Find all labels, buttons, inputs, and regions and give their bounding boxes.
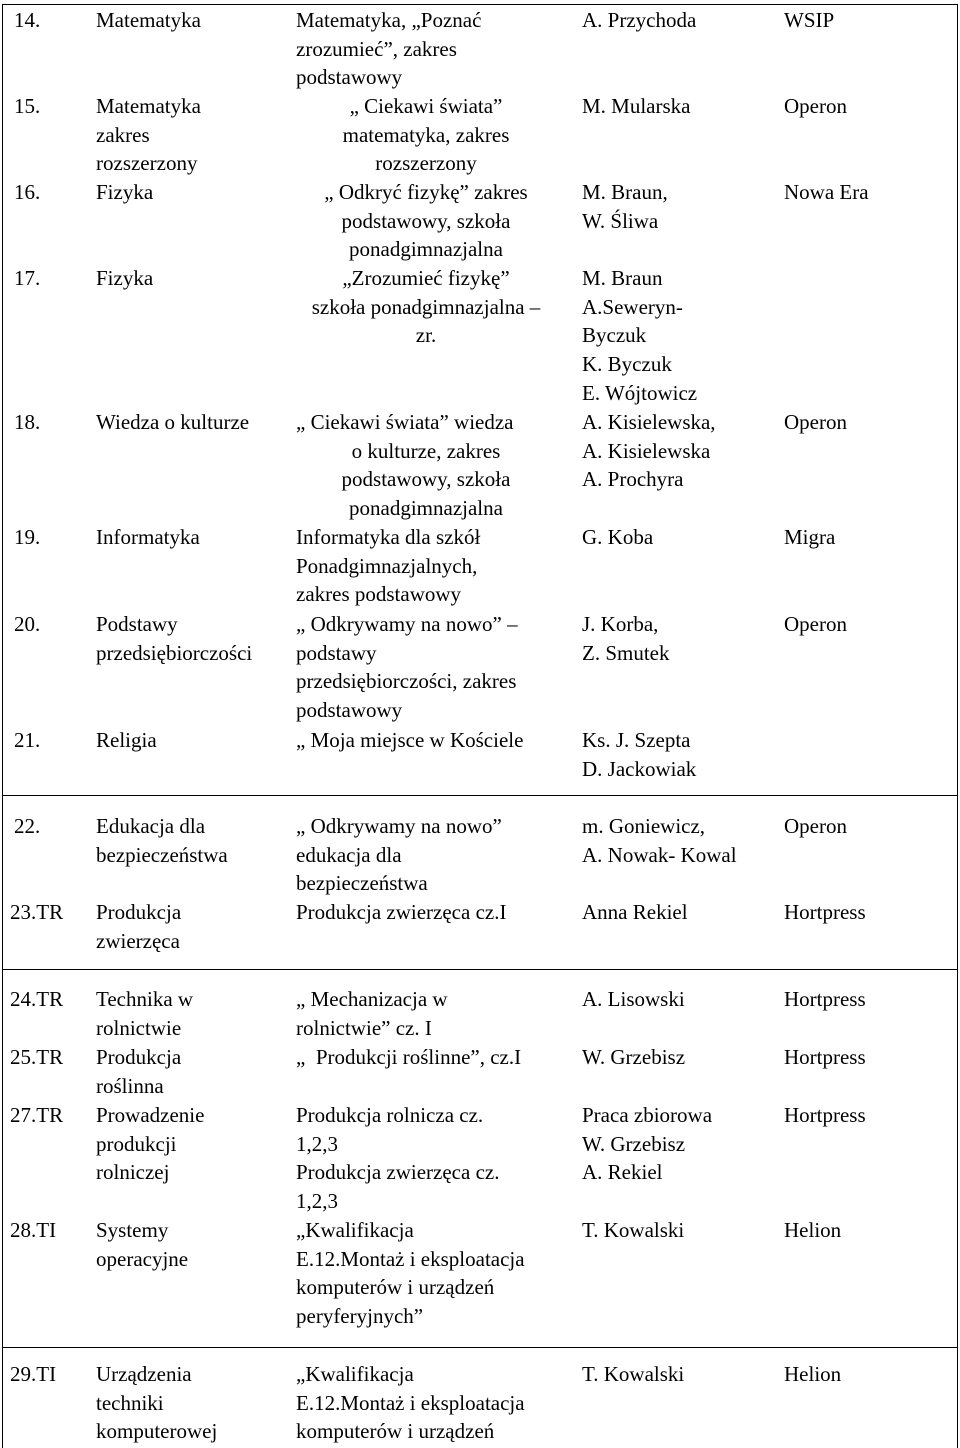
title-line: ponadgimnazjalna: [349, 237, 503, 262]
subject-line: przedsiębiorczości: [96, 640, 253, 665]
author-line: A. Lisowski: [582, 987, 685, 1011]
title-line: „ Odkrywamy na nowo” –: [296, 612, 518, 636]
title-line: „Kwalifikacja: [296, 1362, 414, 1386]
table-section-divider: [2, 969, 958, 970]
publisher-line: WSIP: [784, 8, 835, 32]
row-number: 29.TI: [10, 1362, 57, 1386]
subject-line: Informatyka: [96, 525, 200, 549]
subject-line: zwierzęca: [96, 928, 180, 953]
author-line: W. Grzebisz: [582, 1131, 686, 1156]
title-line: komputerów i urządzeń: [296, 1419, 495, 1444]
publisher-line: Hortpress: [784, 987, 866, 1011]
subject-line: zakres: [96, 122, 150, 147]
subject-line: Prowadzenie: [96, 1103, 205, 1127]
author-line: G. Koba: [582, 525, 654, 549]
author-line: A. Prochyra: [582, 467, 684, 492]
author-line: A.Seweryn-: [582, 294, 683, 319]
title-line: „ Moja miejsce w Kościele: [296, 728, 524, 752]
title-line: peryferyjnych”: [296, 1304, 424, 1329]
title-line: 1,2,3: [296, 1189, 338, 1214]
row-number: 27.TR: [10, 1103, 64, 1127]
author-line: K. Byczuk: [582, 352, 672, 377]
author-line: M. Braun,: [582, 180, 668, 204]
publisher-line: Helion: [784, 1218, 842, 1242]
subject-line: Podstawy: [96, 612, 178, 636]
subject-line: roślinna: [96, 1073, 164, 1098]
author-line: T. Kowalski: [582, 1218, 685, 1242]
author-line: A. Kisielewska,: [582, 410, 716, 434]
title-line: „ Ciekawi świata” wiedza: [296, 410, 514, 434]
title-line: zr.: [415, 323, 437, 348]
subject-line: Systemy: [96, 1218, 169, 1242]
row-number: 20.: [14, 612, 41, 636]
title-line: edukacja dla: [296, 842, 402, 867]
subject-line: techniki: [96, 1390, 164, 1415]
author-line: T. Kowalski: [582, 1362, 685, 1386]
title-line: podstawowy: [296, 698, 403, 723]
title-line: przedsiębiorczości, zakres: [296, 669, 517, 694]
title-line: bezpieczeństwa: [296, 871, 428, 896]
row-number: 23.TR: [10, 900, 64, 924]
subject-line: komputerowej: [96, 1419, 218, 1444]
title-line: „ Odkrywamy na nowo”: [296, 814, 502, 838]
row-number: 18.: [14, 410, 41, 434]
author-line: m. Goniewicz,: [582, 814, 706, 838]
author-line: M. Braun: [582, 266, 663, 290]
author-line: Byczuk: [582, 323, 647, 348]
author-line: Z. Smutek: [582, 640, 670, 665]
subject-line: Edukacja dla: [96, 814, 206, 838]
author-line: A. Rekiel: [582, 1160, 663, 1185]
title-line: Matematyka, „Poznać: [296, 8, 482, 32]
title-line: podstawowy, szkoła: [341, 467, 511, 492]
title-line: rolnictwie” cz. I: [296, 1015, 432, 1040]
subject-line: Fizyka: [96, 266, 154, 290]
subject-line: bezpieczeństwa: [96, 842, 228, 867]
row-number: 15.: [14, 94, 41, 118]
author-line: Praca zbiorowa: [582, 1103, 713, 1127]
title-line: „ Ciekawi świata”: [349, 94, 503, 118]
publisher-line: Helion: [784, 1362, 842, 1386]
subject-line: Wiedza o kulturze: [96, 410, 250, 434]
publisher-line: Operon: [784, 814, 847, 838]
table-border-left: [2, 4, 3, 1448]
row-number: 25.TR: [10, 1045, 64, 1069]
publisher-line: Migra: [784, 525, 836, 549]
row-number: 22.: [14, 814, 41, 838]
title-line: matematyka, zakres: [342, 122, 510, 147]
title-line: o kulturze, zakres: [351, 438, 501, 463]
title-line: Ponadgimnazjalnych,: [296, 553, 478, 578]
title-line: zrozumieć”, zakres: [296, 36, 457, 61]
author-line: D. Jackowiak: [582, 756, 697, 781]
title-line: komputerów i urządzeń: [296, 1275, 495, 1300]
publisher-line: Operon: [784, 94, 847, 118]
title-line: podstawowy: [296, 65, 403, 90]
author-line: J. Korba,: [582, 612, 659, 636]
subject-line: rozszerzony: [96, 151, 198, 176]
title-line: podstawowy, szkoła: [341, 208, 511, 233]
subject-line: Fizyka: [96, 180, 154, 204]
title-line: Informatyka dla szkół: [296, 525, 481, 549]
title-line: zakres podstawowy: [296, 582, 462, 607]
subject-line: rolnictwie: [96, 1015, 182, 1040]
subject-line: Matematyka: [96, 94, 201, 118]
row-number: 17.: [14, 266, 41, 290]
title-line: Produkcja zwierzęca cz.: [296, 1160, 500, 1185]
row-number: 24.TR: [10, 987, 64, 1011]
table-border-top: [2, 4, 958, 5]
author-line: M. Mularska: [582, 94, 691, 118]
subject-line: operacyjne: [96, 1246, 189, 1271]
publisher-line: Hortpress: [784, 1103, 866, 1127]
title-line: Produkcja zwierzęca cz.I: [296, 900, 507, 924]
title-line: szkoła ponadgimnazjalna –: [311, 294, 541, 319]
title-line: „ Odkryć fizykę” zakres: [324, 180, 528, 204]
publisher-line: Operon: [784, 410, 847, 434]
publisher-line: Nowa Era: [784, 180, 869, 204]
row-number: 19.: [14, 525, 41, 549]
author-line: A. Kisielewska: [582, 438, 711, 463]
author-line: W. Grzebisz: [582, 1045, 686, 1069]
subject-line: rolniczej: [96, 1160, 170, 1185]
publisher-line: Hortpress: [784, 900, 866, 924]
author-line: Anna Rekiel: [582, 900, 688, 924]
subject-line: Produkcja: [96, 1045, 182, 1069]
title-line: 1,2,3: [296, 1131, 338, 1156]
row-number: 16.: [14, 180, 41, 204]
subject-line: Produkcja: [96, 900, 182, 924]
row-number: 21.: [14, 728, 41, 752]
title-line: „ Mechanizacja w: [296, 987, 448, 1011]
subject-line: Religia: [96, 728, 157, 752]
author-line: E. Wójtowicz: [582, 380, 698, 405]
title-line: „ Produkcji roślinne”, cz.I: [296, 1045, 522, 1069]
title-line: rozszerzony: [375, 151, 477, 176]
title-line: ponadgimnazjalna: [349, 496, 503, 521]
title-line: E.12.Montaż i eksploatacja: [296, 1390, 525, 1415]
title-line: E.12.Montaż i eksploatacja: [296, 1246, 525, 1271]
row-number: 28.TI: [10, 1218, 57, 1242]
subject-line: Urządzenia: [96, 1362, 192, 1386]
author-line: Ks. J. Szepta: [582, 728, 691, 752]
title-line: Produkcja rolnicza cz.: [296, 1103, 484, 1127]
title-line: podstawy: [296, 640, 377, 665]
title-line: „Kwalifikacja: [296, 1218, 414, 1242]
title-line: „Zrozumieć fizykę”: [342, 266, 510, 290]
author-line: W. Śliwa: [582, 208, 659, 233]
author-line: A. Przychoda: [582, 8, 697, 32]
publisher-line: Operon: [784, 612, 847, 636]
author-line: A. Nowak- Kowal: [582, 842, 737, 867]
table-section-divider: [2, 1347, 958, 1348]
table-section-divider: [2, 795, 958, 796]
row-number: 14.: [14, 8, 41, 32]
subject-line: Matematyka: [96, 8, 201, 32]
subject-line: Technika w: [96, 987, 194, 1011]
subject-line: produkcji: [96, 1131, 177, 1156]
table-border-right: [957, 4, 958, 1448]
publisher-line: Hortpress: [784, 1045, 866, 1069]
